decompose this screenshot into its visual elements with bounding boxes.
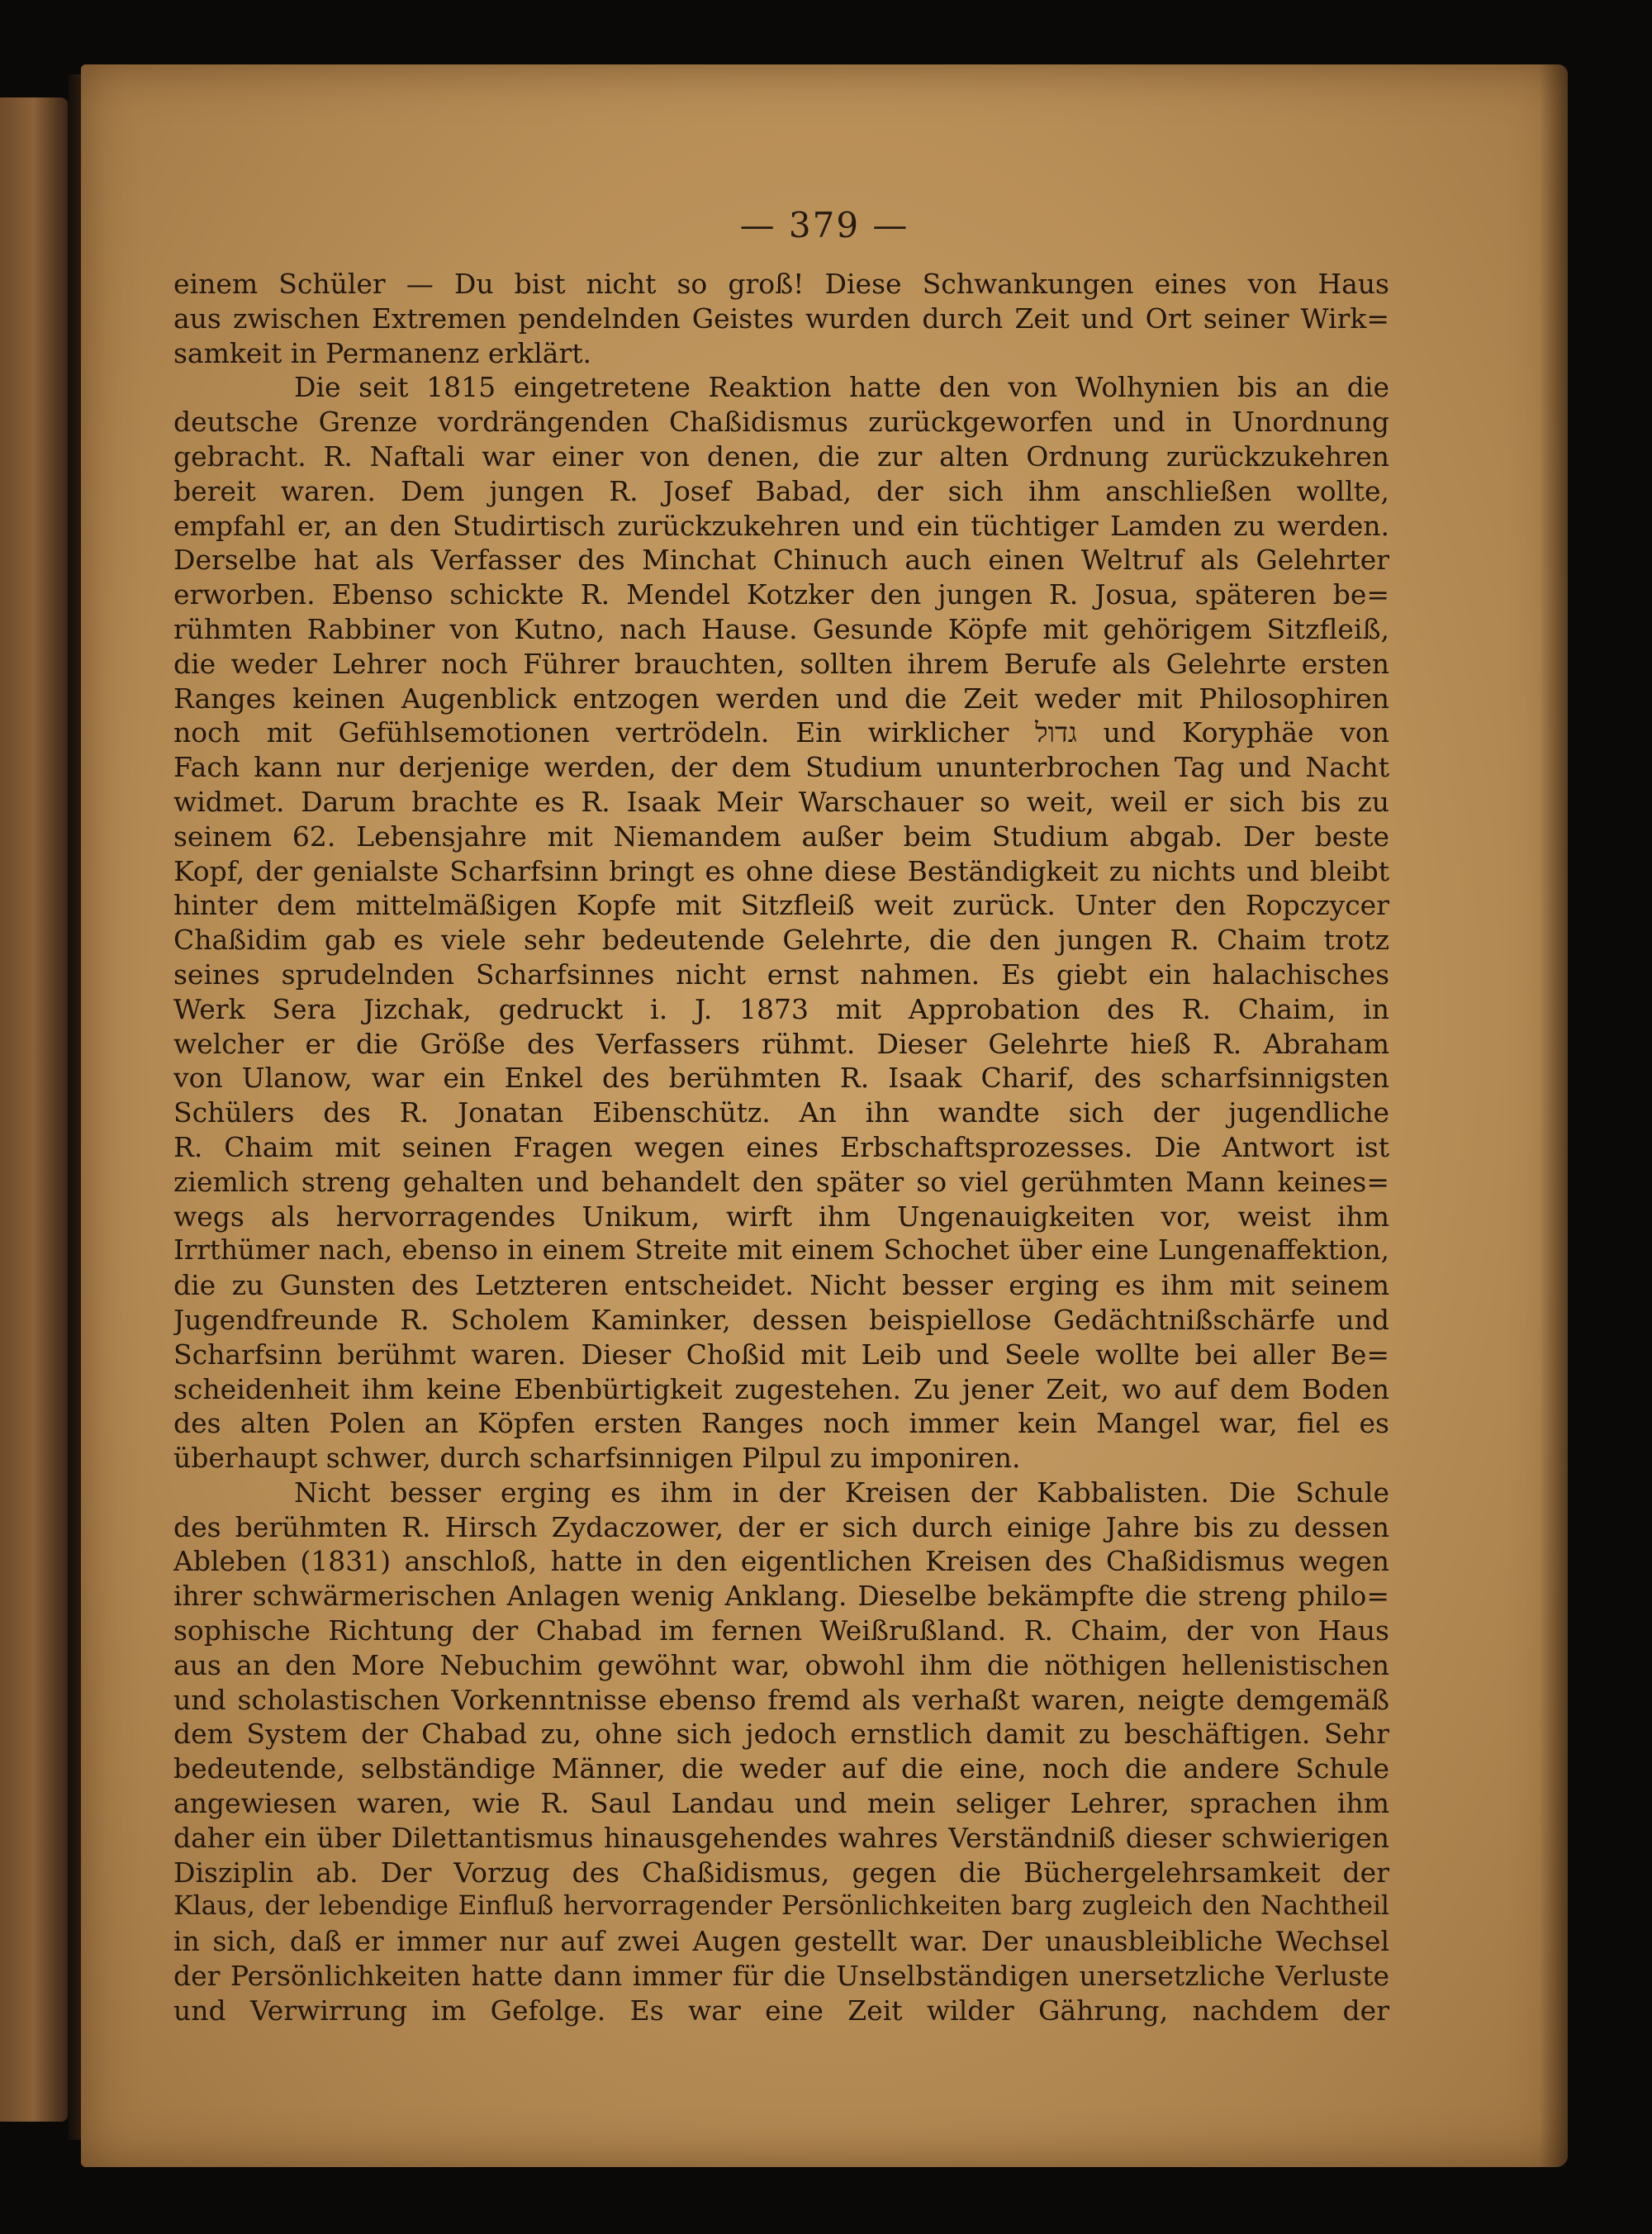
text-line: Ranges keinen Augenblick entzogen werden und die Zeit weder mit Philosophiren — [173, 682, 1389, 715]
text-line: die zu Gunsten des Letzteren entscheidet. Nicht besser erging es ihm mit seinem — [173, 1269, 1389, 1302]
text-line: daher ein über Dilettantismus hinausgehendes wahres Verständniß dieser schwierigen — [173, 1821, 1389, 1854]
text-line: samkeit in Permanenz erklärt. — [173, 336, 591, 369]
text-line: Scharfsinn berühmt waren. Dieser Choßid mit Leib und Seele wollte bei aller Be= — [173, 1338, 1389, 1371]
text-line: Chaßidim gab es viele sehr bedeutende Gelehrte, die den jungen R. Chaim trotz — [173, 924, 1389, 957]
text-line: dem System der Chabad zu, ohne sich jedoch ernstlich damit zu beschäftigen. Sehr — [173, 1718, 1389, 1751]
text-line: deutsche Grenze vordrängenden Chaßidismus zurückgeworfen und in Unordnung — [173, 406, 1389, 439]
text-line: erworben. Ebenso schickte R. Mendel Kotzker den jungen R. Josua, späteren be= — [173, 578, 1389, 611]
text-line: hinter dem mittelmäßigen Kopfe mit Sitzfleiß weit zurück. Unter den Ropczycer — [173, 889, 1389, 922]
book-page — [81, 64, 1568, 2167]
text-line: des alten Polen an Köpfen ersten Ranges noch immer kein Mangel war, fiel es — [173, 1407, 1389, 1440]
text-line: seinem 62. Lebensjahre mit Niemandem außer beim Studium abgab. Der beste — [173, 820, 1389, 853]
text-line: und scholastischen Vorkenntnisse ebenso fremd als verhaßt waren, neigte demgemäß — [173, 1683, 1389, 1716]
text-line: wegs als hervorragendes Unikum, wirft ihm Ungenauigkeiten vor, weist ihm — [173, 1200, 1389, 1233]
text-line: scheidenheit ihm keine Ebenbürtigkeit zugestehen. Zu jener Zeit, wo auf dem Boden — [173, 1372, 1389, 1405]
text-line: und Verwirrung im Gefolge. Es war eine Zeit wilder Gährung, nachdem der — [173, 1994, 1389, 2027]
text-line: einem Schüler — Du bist nicht so groß! Diese Schwankungen eines von Haus — [173, 268, 1389, 300]
text-line: widmet. Darum brachte es R. Isaak Meir Warschauer so weit, weil er sich bis zu — [173, 785, 1389, 818]
text-line: aus zwischen Extremen pendelnden Geistes wurden durch Zeit und Ort seiner Wirk= — [173, 302, 1389, 335]
text-line: Fach kann nur derjenige werden, der dem Studium ununterbrochen Tag und Nacht — [173, 751, 1389, 784]
text-line: Disziplin ab. Der Vorzug des Chaßidismus, gegen die Büchergelehrsamkeit der — [173, 1856, 1389, 1889]
text-line: Klaus, der lebendige Einfluß hervorragender Persönlichkeiten barg zugleich den Nachtheil — [173, 1891, 1389, 1922]
text-line: Jugendfreunde R. Scholem Kaminker, dessen beispiellose Gedächtnißschärfe und — [173, 1303, 1389, 1336]
page-shadow-edge — [1540, 64, 1568, 2167]
text-line: des berühmten R. Hirsch Zydaczower, der er sich durch einige Jahre bis zu dessen — [173, 1510, 1389, 1543]
text-line: die weder Lehrer noch Führer brauchten, sollten ihrem Berufe als Gelehrte ersten — [173, 647, 1389, 680]
text-line: bereit waren. Dem jungen R. Josef Babad, der sich ihm anschließen wollte, — [173, 474, 1389, 507]
text-line: sophische Richtung der Chabad im fernen Weißrußland. R. Chaim, der von Haus — [173, 1614, 1389, 1647]
text-line: angewiesen waren, wie R. Saul Landau und mein seliger Lehrer, sprachen ihm — [173, 1787, 1389, 1820]
text-line: Die seit 1815 eingetretene Reaktion hatte den von Wolhynien bis an die — [294, 371, 1389, 404]
text-line: von Ulanow, war ein Enkel des berühmten R. Isaak Charif, des scharfsinnigsten — [173, 1062, 1389, 1095]
text-line: seines sprudelnden Scharfsinnes nicht ernst nahmen. Es giebt ein halachisches — [173, 958, 1389, 991]
text-line: gebracht. R. Naftali war einer von denen, die zur alten Ordnung zurückzukehren — [173, 440, 1389, 473]
text-line: der Persönlichkeiten hatte dann immer für die Unselbständigen unersetzliche Verluste — [173, 1960, 1389, 1993]
text-line: überhaupt schwer, durch scharfsinnigen Pilpul zu imponiren. — [173, 1442, 1021, 1475]
text-line: aus an den More Nebuchim gewöhnt war, obwohl ihm die nöthigen hellenistischen — [173, 1648, 1389, 1681]
body-text — [173, 267, 1389, 2028]
text-line: Irrthümer nach, ebenso in einem Streite mit einem Schochet über eine Lungenaffektion, — [173, 1234, 1389, 1267]
text-line: Schülers des R. Jonatan Eibenschütz. An ihn wandte sich der jugendliche — [173, 1096, 1389, 1129]
facing-page-edge — [0, 97, 68, 2122]
text-line: welcher er die Größe des Verfassers rühmt. Dieser Gelehrte hieß R. Abraham — [173, 1027, 1389, 1060]
text-line: Werk Sera Jizchak, gedruckt i. J. 1873 mit Approbation des R. Chaim, in — [173, 992, 1389, 1025]
page-number: — 379 — — [739, 205, 909, 245]
text-line: bedeutende, selbständige Männer, die weder auf die eine, noch die andere Schule — [173, 1752, 1389, 1785]
text-line: empfahl er, an den Studirtisch zurückzukehren und ein tüchtiger Lamden zu werden. — [173, 509, 1389, 542]
text-line: R. Chaim mit seinen Fragen wegen eines Erbschaftsprozesses. Die Antwort ist — [173, 1130, 1389, 1163]
text-line: noch mit Gefühlsemotionen vertrödeln. Ein wirklicher גדול und Koryphäe von — [173, 716, 1389, 749]
text-line: Kopf, der genialste Scharfsinn bringt es ohne diese Beständigkeit zu nichts und bleibt — [173, 854, 1389, 887]
text-line: in sich, daß er immer nur auf zwei Augen gestellt war. Der unausbleibliche Wechsel — [173, 1925, 1389, 1958]
text-line: Ableben (1831) anschloß, hatte in den eigentlichen Kreisen des Chaßidismus wegen — [173, 1545, 1389, 1578]
text-line: rühmten Rabbiner von Kutno, nach Hause. Gesunde Köpfe mit gehörigem Sitzfleiß, — [173, 612, 1389, 645]
text-line: ihrer schwärmerischen Anlagen wenig Anklang. Dieselbe bekämpfte die streng philo= — [173, 1580, 1389, 1613]
text-line: Nicht besser erging es ihm in der Kreisen der Kabbalisten. Die Schule — [294, 1476, 1389, 1509]
text-line: Derselbe hat als Verfasser des Minchat Chinuch auch einen Weltruf als Gelehrter — [173, 544, 1389, 577]
text-line: ziemlich streng gehalten und behandelt den später so viel gerühmten Mann keines= — [173, 1165, 1389, 1198]
